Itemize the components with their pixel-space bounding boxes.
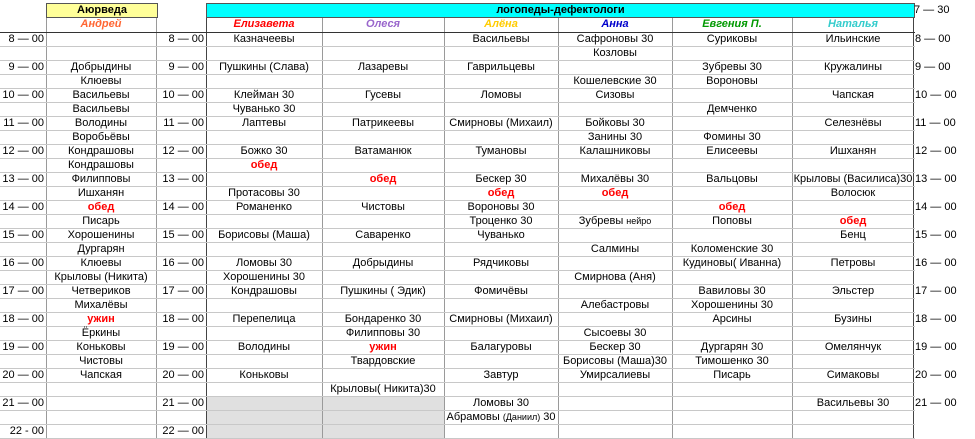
anna-entry: Бойковы 30 xyxy=(585,117,645,129)
natalya-entry: Крыловы (Василиса)30 xyxy=(793,173,913,185)
andrey-entry: обед xyxy=(87,201,115,213)
alena-entry: Фомичёвы xyxy=(474,285,528,297)
alena-entry: Васильевы xyxy=(472,33,530,45)
header-right-time: 7 — 30 xyxy=(914,4,950,16)
elizaveta-entry: Перепелица xyxy=(232,313,296,325)
grid-hline xyxy=(0,382,915,383)
name-anna: Анна xyxy=(601,18,629,30)
time-right: 13 — 00 xyxy=(915,173,957,185)
time-right: 18 — 00 xyxy=(915,313,957,325)
anna-entry: Козловы xyxy=(593,47,637,59)
time-mid: 14 — 00 xyxy=(162,201,204,213)
time-right: 11 — 00 xyxy=(915,117,956,129)
olesya-entry: обед xyxy=(369,173,397,185)
andrey-entry: Ёркины xyxy=(81,327,121,339)
alena-entry: Балагуровы xyxy=(470,341,532,353)
alena-entry: Смирновы (Михаил) xyxy=(449,117,553,129)
evgeniya-entry: Дургарян 30 xyxy=(700,341,764,353)
natalya-entry: Волосюк xyxy=(830,187,876,199)
olesya-entry: Крыловы( Никита)30 xyxy=(330,383,436,395)
elizaveta-entry: Чуванько 30 xyxy=(232,103,296,115)
elizaveta-entry: обед xyxy=(250,159,278,171)
andrey-entry: Воробьёвы xyxy=(72,131,130,143)
time-left: 17 — 00 xyxy=(2,285,44,297)
time-mid: 10 — 00 xyxy=(162,89,204,101)
empty-gray-cell xyxy=(323,396,444,439)
natalya-entry: Бенц xyxy=(840,229,866,241)
andrey-entry: Коньковы xyxy=(76,341,126,353)
evgeniya-entry: Хорошенины 30 xyxy=(690,299,773,311)
evgeniya-entry: Демченко xyxy=(706,103,758,115)
time-mid: 8 — 00 xyxy=(168,33,204,45)
evgeniya-entry: Тимошенко 30 xyxy=(695,355,769,367)
anna-entry: Сафроновы 30 xyxy=(576,33,654,45)
elizaveta-entry: Казначеевы xyxy=(233,33,295,45)
time-mid: 17 — 00 xyxy=(162,285,204,297)
name-natalya: Наталья xyxy=(828,18,878,30)
name-elizaveta: Елизавета xyxy=(233,18,295,30)
time-left: 21 — 00 xyxy=(2,397,44,409)
andrey-entry: Дургарян xyxy=(77,243,125,255)
time-left: 11 — 00 xyxy=(3,117,44,129)
name-evgeniya: Евгения П. xyxy=(702,18,762,30)
alena-entry: Рядчиковы xyxy=(472,257,530,269)
elizaveta-entry: Романенко xyxy=(236,201,292,213)
andrey-entry: Четвериков xyxy=(71,285,131,297)
natalya-entry: Бузины xyxy=(834,313,872,325)
evgeniya-entry: Писарь xyxy=(713,369,751,381)
andrey-entry: Добрыдины xyxy=(70,61,132,73)
anna-entry: Смирнова (Аня) xyxy=(574,271,656,283)
andrey-entry: Писарь xyxy=(82,215,120,227)
alena-entry: Ломовы xyxy=(480,89,522,101)
time-left: 14 — 00 xyxy=(2,201,44,213)
elizaveta-entry: Кондрашовы xyxy=(231,285,297,297)
olesya-entry: Пушкины ( Эдик) xyxy=(340,285,426,297)
time-right: 14 — 00 xyxy=(915,201,957,213)
andrey-entry: Васильевы xyxy=(72,89,130,101)
alena-entry: Ломовы 30 xyxy=(472,397,530,409)
time-right: 17 — 00 xyxy=(915,285,957,297)
name-olesya: Олеся xyxy=(365,18,401,30)
olesya-entry: Лазаревы xyxy=(357,61,409,73)
evgeniya-entry: Кудиновы( Иванна) xyxy=(682,257,782,269)
andrey-entry: Ишханян xyxy=(77,187,125,199)
time-right: 19 — 00 xyxy=(915,341,957,353)
anna-entry: Бескер 30 xyxy=(589,341,641,353)
natalya-entry: Кружалины xyxy=(823,61,883,73)
time-left: 13 — 00 xyxy=(2,173,44,185)
entry-note: нейро xyxy=(626,216,652,226)
time-right: 12 — 00 xyxy=(915,145,957,157)
header-logopedy: логопеды-дефектологи xyxy=(206,3,915,18)
evgeniya-entry: Вавиловы 30 xyxy=(698,285,766,297)
evgeniya-entry: обед xyxy=(718,201,746,213)
anna-entry: обед xyxy=(601,187,629,199)
alena-entry: Бескер 30 xyxy=(475,173,527,185)
time-mid: 21 — 00 xyxy=(162,397,204,409)
anna-entry: Занины 30 xyxy=(587,131,643,143)
time-left: 10 — 00 xyxy=(2,89,44,101)
natalya-entry: Ишханян xyxy=(829,145,877,157)
olesya-entry: Гусевы xyxy=(365,89,401,101)
olesya-entry: Филипповы 30 xyxy=(345,327,421,339)
evgeniya-entry: Елисеевы xyxy=(706,145,758,157)
time-mid: 19 — 00 xyxy=(162,341,204,353)
elizaveta-entry: Протасовы 30 xyxy=(228,187,300,199)
time-left: 8 — 00 xyxy=(8,33,44,45)
time-left: 16 — 00 xyxy=(2,257,44,269)
natalya-entry: Симаковы xyxy=(826,369,880,381)
natalya-entry: Эльстер xyxy=(831,285,875,297)
andrey-entry: Володины xyxy=(74,117,128,129)
anna-entry: Кошелевские 30 xyxy=(573,75,657,87)
andrey-entry: Кондрашовы xyxy=(68,159,134,171)
anna-entry: Сизовы xyxy=(595,89,635,101)
andrey-entry: Хорошенины xyxy=(67,229,135,241)
andrey-entry: Крыловы (Никита) xyxy=(54,271,148,283)
alena-entry: Абрамовы (Даниил) 30 xyxy=(446,411,556,423)
evgeniya-entry: Суриковы xyxy=(706,33,758,45)
elizaveta-entry: Володины xyxy=(237,341,291,353)
time-mid: 16 — 00 xyxy=(162,257,204,269)
time-left: 12 — 00 xyxy=(2,145,44,157)
time-mid: 20 — 00 xyxy=(162,369,204,381)
anna-entry: Михалёвы 30 xyxy=(580,173,650,185)
andrey-entry: Клюевы xyxy=(80,75,122,87)
olesya-entry: Чистовы xyxy=(361,201,405,213)
natalya-entry: Чапская xyxy=(831,89,875,101)
olesya-entry: Патрикеевы xyxy=(351,117,414,129)
time-left: 22 - 00 xyxy=(9,425,44,437)
evgeniya-entry: Зубревы 30 xyxy=(702,61,762,73)
evgeniya-entry: Поповы xyxy=(712,215,752,227)
alena-entry: Гаврильцевы xyxy=(467,61,535,73)
evgeniya-entry: Коломенские 30 xyxy=(690,243,774,255)
time-mid: 9 — 00 xyxy=(168,61,204,73)
alena-entry: обед xyxy=(487,187,515,199)
name-alena: Алёна xyxy=(484,18,518,30)
evgeniya-entry: Вороновы xyxy=(706,75,758,87)
time-left: 9 — 00 xyxy=(8,61,44,73)
time-mid: 11 — 00 xyxy=(163,117,204,129)
time-right: 20 — 00 xyxy=(915,369,957,381)
entry-note: (Даниил) xyxy=(502,412,541,422)
andrey-entry: Чапская xyxy=(79,369,123,381)
time-mid: 13 — 00 xyxy=(162,173,204,185)
time-mid: 18 — 00 xyxy=(162,313,204,325)
time-right: 15 — 00 xyxy=(915,229,957,241)
olesya-entry: ужин xyxy=(369,341,397,353)
alena-entry: Троценко 30 xyxy=(469,215,533,227)
andrey-entry: Михалёвы xyxy=(74,299,128,311)
evgeniya-entry: Арсины xyxy=(712,313,752,325)
time-right: 8 — 00 xyxy=(915,33,951,45)
alena-entry: Тумановы xyxy=(475,145,527,157)
time-right: 9 — 00 xyxy=(915,61,951,73)
natalya-entry: Омелянчук xyxy=(824,341,882,353)
elizaveta-entry: Пушкины (Слава) xyxy=(219,61,309,73)
alena-entry: Чуванько xyxy=(477,229,525,241)
time-left: 20 — 00 xyxy=(2,369,44,381)
alena-entry: Завтур xyxy=(483,369,519,381)
time-right: 21 — 00 xyxy=(915,397,957,409)
elizaveta-entry: Хорошенины 30 xyxy=(222,271,305,283)
anna-entry: Зубревы нейро xyxy=(578,215,652,227)
elizaveta-entry: Борисовы (Маша) xyxy=(218,229,310,241)
alena-entry: Вороновы 30 xyxy=(467,201,535,213)
elizaveta-entry: Ломовы 30 xyxy=(235,257,293,269)
anna-entry: Калашниковы xyxy=(579,145,651,157)
andrey-entry: ужин xyxy=(87,313,115,325)
elizaveta-entry: Коньковы xyxy=(239,369,289,381)
evgeniya-entry: Фомины 30 xyxy=(703,131,761,143)
evgeniya-entry: Вальцовы xyxy=(706,173,758,185)
natalya-entry: Васильевы 30 xyxy=(816,397,890,409)
olesya-entry: Добрыдины xyxy=(352,257,414,269)
anna-entry: Алебастровы xyxy=(580,299,650,311)
anna-entry: Сысоевы 30 xyxy=(583,327,647,339)
natalya-entry: Селезнёвы xyxy=(824,117,882,129)
elizaveta-entry: Клейман 30 xyxy=(233,89,295,101)
olesya-entry: Ватаманюк xyxy=(354,145,412,157)
natalya-entry: обед xyxy=(839,215,867,227)
header-ayurveda: Аюрведа xyxy=(46,3,158,18)
empty-gray-cell xyxy=(207,396,322,439)
name-andrey: Андрей xyxy=(80,18,122,30)
andrey-entry: Чистовы xyxy=(79,355,123,367)
natalya-entry: Петровы xyxy=(830,257,876,269)
olesya-entry: Саваренко xyxy=(355,229,411,241)
time-mid: 15 — 00 xyxy=(162,229,204,241)
time-right: 16 — 00 xyxy=(915,257,957,269)
anna-entry: Борисовы (Маша)30 xyxy=(562,355,668,367)
elizaveta-entry: Лаптевы xyxy=(241,117,287,129)
andrey-entry: Кондрашовы xyxy=(68,145,134,157)
olesya-entry: Твардовские xyxy=(350,355,416,367)
grid-hline xyxy=(0,424,915,425)
alena-entry: Смирновы (Михаил) xyxy=(449,313,553,325)
time-mid: 12 — 00 xyxy=(162,145,204,157)
time-left: 18 — 00 xyxy=(2,313,44,325)
anna-entry: Салмины xyxy=(590,243,640,255)
time-mid: 22 — 00 xyxy=(162,425,204,437)
natalya-entry: Ильинские xyxy=(825,33,881,45)
elizaveta-entry: Божко 30 xyxy=(240,145,288,157)
olesya-entry: Бондаренко 30 xyxy=(344,313,422,325)
time-left: 19 — 00 xyxy=(2,341,44,353)
andrey-entry: Клюевы xyxy=(80,257,122,269)
andrey-entry: Васильевы xyxy=(72,103,130,115)
time-right: 10 — 00 xyxy=(915,89,957,101)
time-left: 15 — 00 xyxy=(2,229,44,241)
grid-hline xyxy=(0,46,915,47)
anna-entry: Умирсалиевы xyxy=(579,369,651,381)
andrey-entry: Филипповы xyxy=(71,173,131,185)
